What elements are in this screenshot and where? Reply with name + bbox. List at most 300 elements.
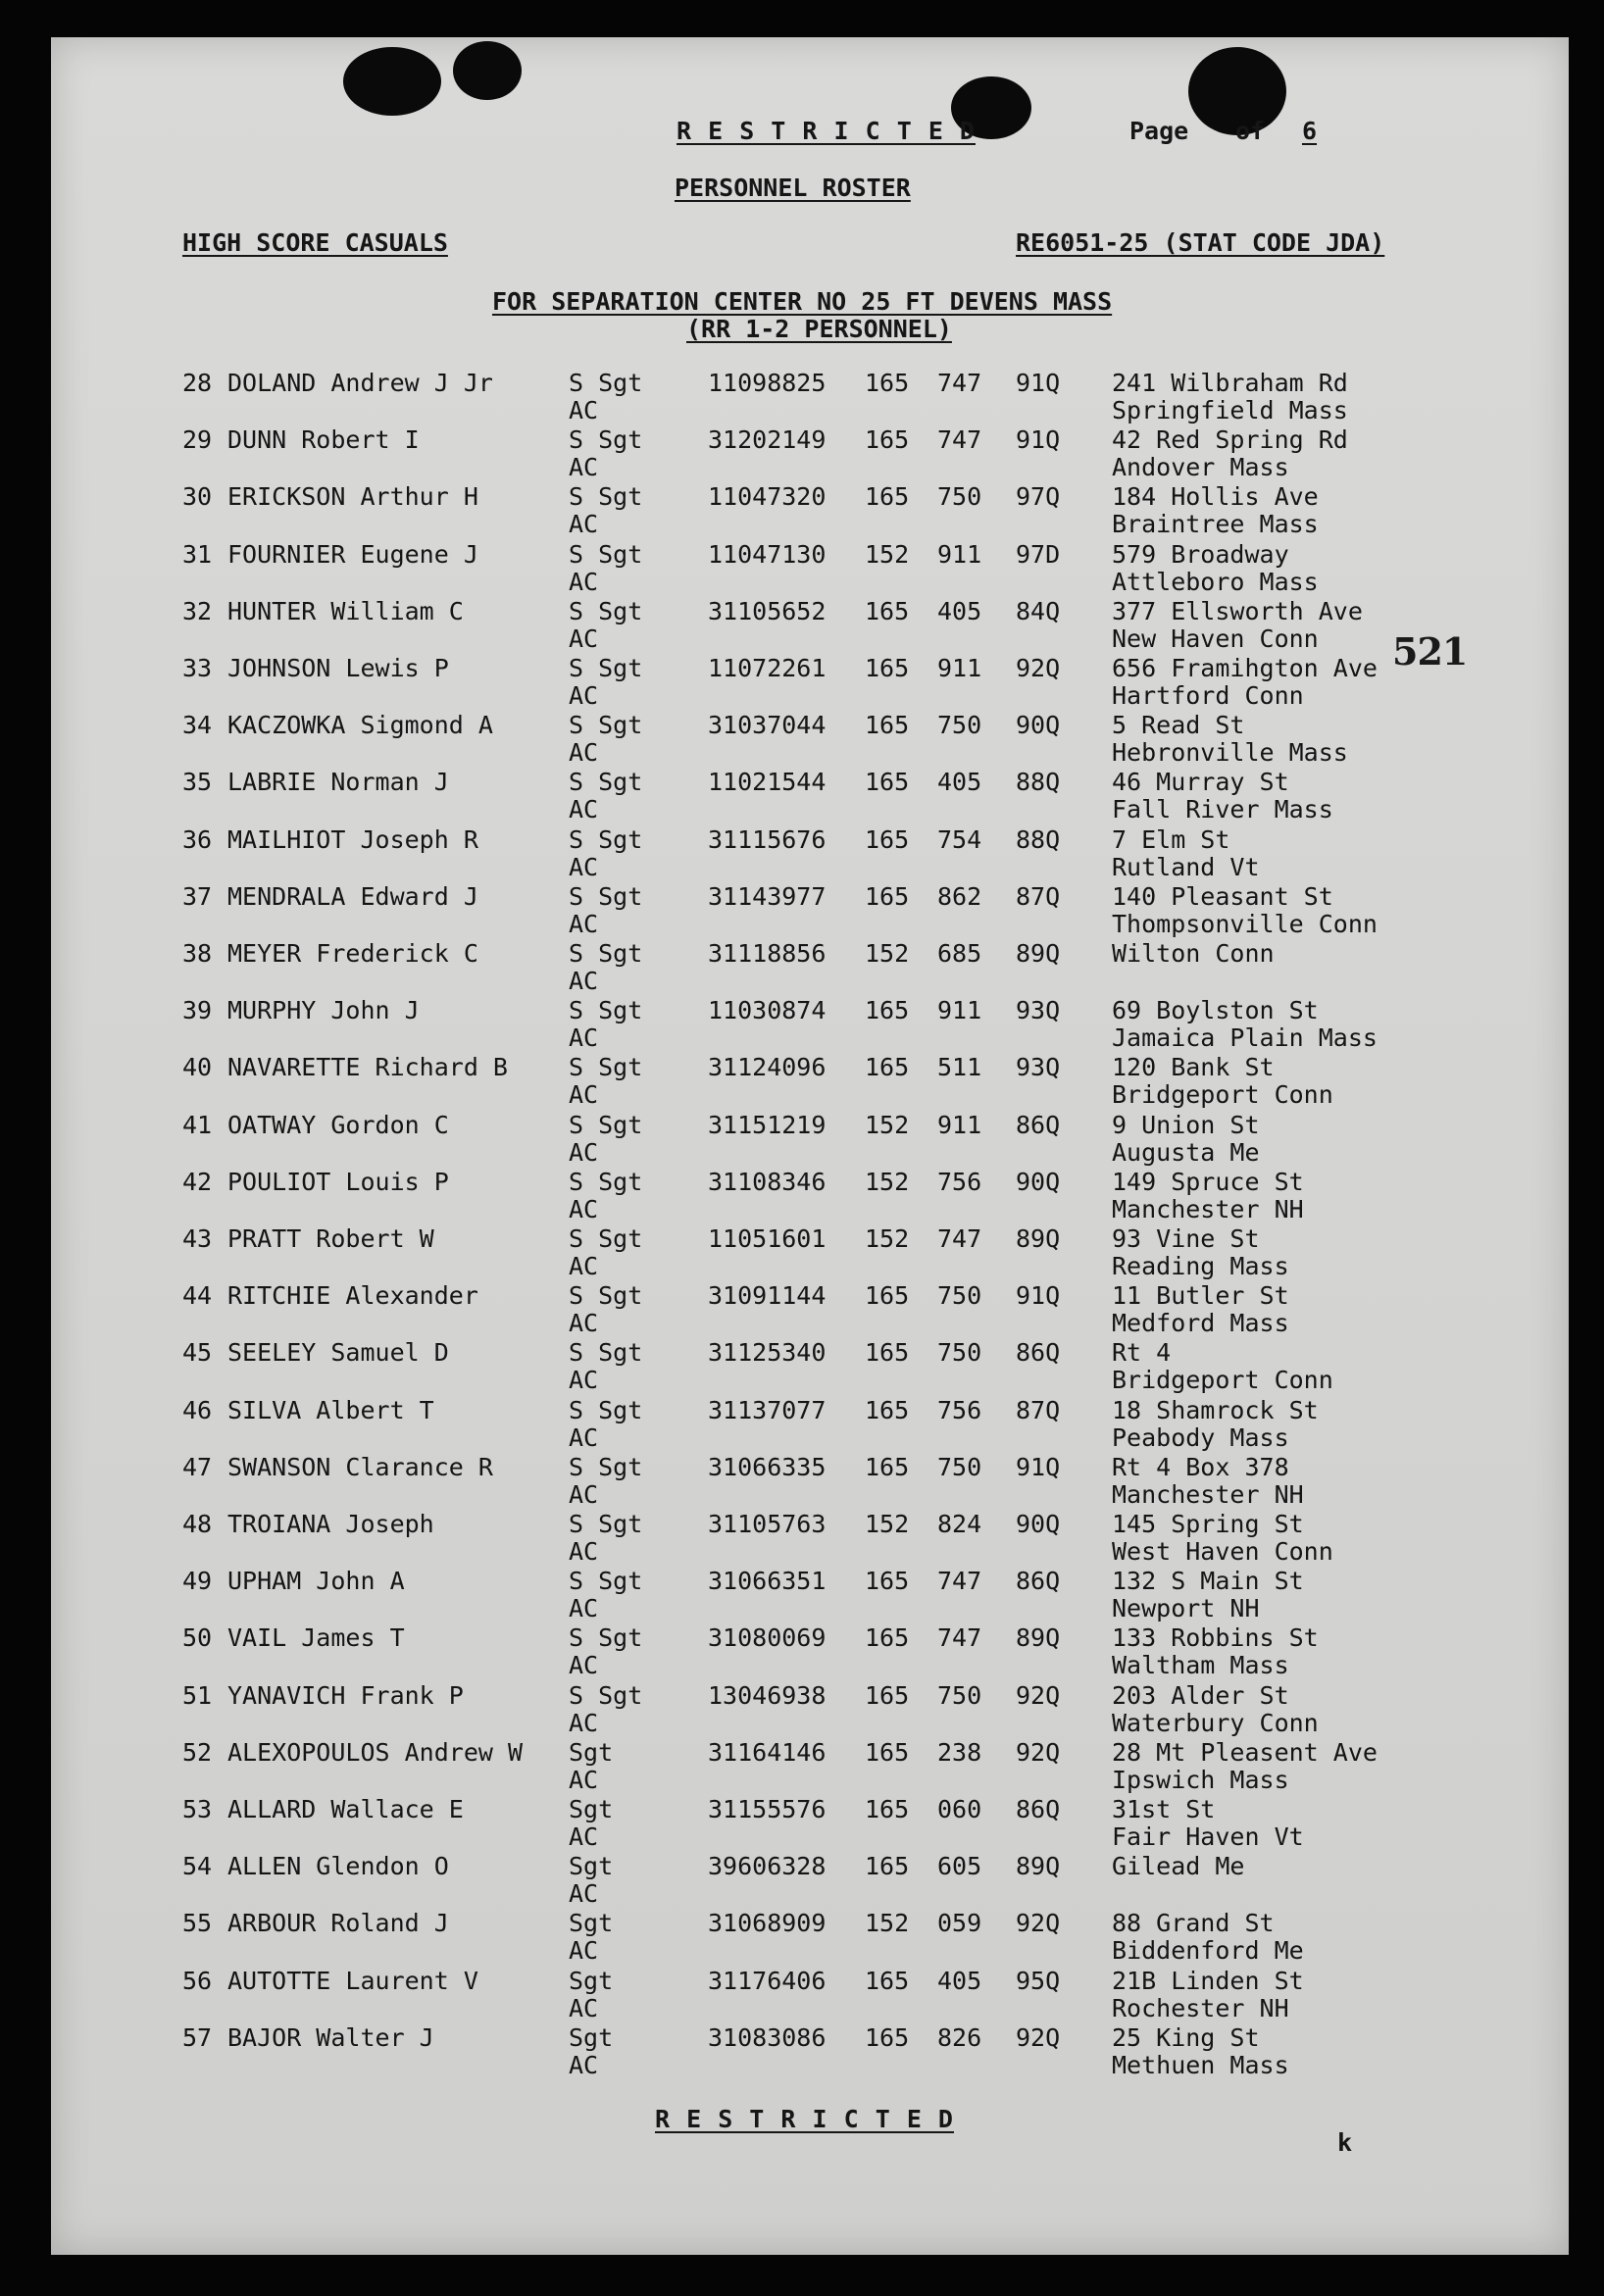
restricted-header: R E S T R I C T E D bbox=[677, 117, 976, 145]
table-row bbox=[51, 2023, 1569, 2080]
address-street: Gilead Me bbox=[1112, 1852, 1245, 1881]
right-heading: RE6051-25 (STAT CODE JDA) bbox=[1016, 228, 1385, 257]
code-b: 238 bbox=[937, 1737, 982, 1767]
code-b: 605 bbox=[937, 1852, 982, 1881]
row-number: 45 bbox=[182, 1338, 213, 1368]
branch: AC bbox=[569, 795, 599, 824]
serial-number: 31143977 bbox=[708, 881, 827, 911]
person-name: OATWAY Gordon C bbox=[227, 1110, 449, 1139]
person-name: ALLARD Wallace E bbox=[227, 1795, 464, 1823]
address-city: Attleboro Mass bbox=[1112, 567, 1319, 596]
code-a: 165 bbox=[865, 369, 910, 397]
serial-number: 31115676 bbox=[708, 824, 827, 854]
person-name: JOHNSON Lewis P bbox=[227, 654, 449, 682]
branch: AC bbox=[569, 1252, 599, 1280]
score-code: 89Q bbox=[1016, 1224, 1061, 1253]
branch: AC bbox=[569, 1023, 599, 1053]
rank: S Sgt bbox=[569, 1510, 643, 1538]
address-city: Waterbury Conn bbox=[1112, 1708, 1319, 1737]
score-code: 89Q bbox=[1016, 1623, 1061, 1653]
code-b: 747 bbox=[937, 1224, 982, 1253]
address-street: 42 Red Spring Rd bbox=[1112, 425, 1348, 455]
branch: AC bbox=[569, 738, 599, 768]
serial-number: 11047320 bbox=[708, 482, 827, 512]
branch: AC bbox=[569, 1765, 599, 1794]
branch: AC bbox=[569, 1137, 599, 1167]
rank: S Sgt bbox=[569, 1167, 643, 1196]
branch: AC bbox=[569, 396, 599, 424]
row-number: 30 bbox=[182, 482, 213, 512]
address-city: Manchester NH bbox=[1112, 1194, 1304, 1223]
person-name: ALLEN Glendon O bbox=[227, 1852, 449, 1881]
rank: S Sgt bbox=[569, 711, 643, 740]
code-b: 060 bbox=[937, 1795, 982, 1823]
code-b: 911 bbox=[937, 1110, 982, 1139]
row-number: 29 bbox=[182, 425, 213, 455]
score-code: 95Q bbox=[1016, 1966, 1061, 1995]
score-code: 87Q bbox=[1016, 1395, 1061, 1424]
score-code: 92Q bbox=[1016, 2022, 1061, 2052]
address-city: Hebronville Mass bbox=[1112, 738, 1348, 768]
table-row bbox=[51, 768, 1569, 824]
serial-number: 31118856 bbox=[708, 939, 827, 968]
table-row bbox=[51, 882, 1569, 939]
person-name: LABRIE Norman J bbox=[227, 768, 449, 797]
row-number: 44 bbox=[182, 1281, 213, 1311]
branch: AC bbox=[569, 852, 599, 881]
code-b: 911 bbox=[937, 654, 982, 682]
table-row bbox=[51, 1281, 1569, 1338]
score-code: 87Q bbox=[1016, 881, 1061, 911]
score-code: 91Q bbox=[1016, 1281, 1061, 1311]
code-a: 165 bbox=[865, 596, 910, 625]
table-row bbox=[51, 1053, 1569, 1110]
subtitle-line2: (RR 1-2 PERSONNEL) bbox=[686, 315, 952, 343]
serial-number: 31108346 bbox=[708, 1167, 827, 1196]
code-b: 911 bbox=[937, 996, 982, 1025]
address-city: Jamaica Plain Mass bbox=[1112, 1023, 1378, 1053]
branch: AC bbox=[569, 1594, 599, 1623]
table-row bbox=[51, 1795, 1569, 1852]
table-row bbox=[51, 1396, 1569, 1453]
rank: Sgt bbox=[569, 1852, 614, 1881]
score-code: 90Q bbox=[1016, 711, 1061, 740]
person-name: FOURNIER Eugene J bbox=[227, 539, 478, 569]
address-street: 133 Robbins St bbox=[1112, 1623, 1319, 1653]
table-row bbox=[51, 482, 1569, 539]
rank: Sgt bbox=[569, 1737, 614, 1767]
row-number: 41 bbox=[182, 1110, 213, 1139]
score-code: 93Q bbox=[1016, 996, 1061, 1025]
page-label: Page bbox=[1129, 117, 1189, 145]
person-name: SILVA Albert T bbox=[227, 1395, 434, 1424]
page-of-label: of bbox=[1235, 117, 1266, 145]
person-name: MURPHY John J bbox=[227, 996, 420, 1025]
code-a: 152 bbox=[865, 1909, 910, 1938]
branch: AC bbox=[569, 1479, 599, 1509]
code-b: 750 bbox=[937, 1281, 982, 1311]
table-row bbox=[51, 425, 1569, 482]
code-b: 747 bbox=[937, 1567, 982, 1596]
table-row bbox=[51, 597, 1569, 654]
code-a: 165 bbox=[865, 1452, 910, 1481]
address-street: 120 Bank St bbox=[1112, 1053, 1275, 1082]
address-city: Peabody Mass bbox=[1112, 1423, 1289, 1452]
serial-number: 31124096 bbox=[708, 1053, 827, 1082]
person-name: YANAVICH Frank P bbox=[227, 1680, 464, 1710]
code-a: 165 bbox=[865, 1966, 910, 1995]
branch: AC bbox=[569, 1366, 599, 1395]
punch-hole-blot bbox=[343, 47, 441, 116]
code-a: 165 bbox=[865, 1737, 910, 1767]
address-city: Reading Mass bbox=[1112, 1252, 1289, 1280]
score-code: 90Q bbox=[1016, 1167, 1061, 1196]
row-number: 36 bbox=[182, 824, 213, 854]
person-name: UPHAM John A bbox=[227, 1567, 405, 1596]
address-city: Rutland Vt bbox=[1112, 852, 1260, 881]
branch: AC bbox=[569, 453, 599, 482]
row-number: 37 bbox=[182, 881, 213, 911]
address-city: West Haven Conn bbox=[1112, 1537, 1333, 1566]
table-row bbox=[51, 1168, 1569, 1224]
code-a: 165 bbox=[865, 482, 910, 512]
row-number: 51 bbox=[182, 1680, 213, 1710]
code-a: 152 bbox=[865, 939, 910, 968]
address-city: Waltham Mass bbox=[1112, 1651, 1289, 1680]
address-street: 9 Union St bbox=[1112, 1110, 1260, 1139]
rank: Sgt bbox=[569, 1795, 614, 1823]
score-code: 93Q bbox=[1016, 1053, 1061, 1082]
code-b: 824 bbox=[937, 1510, 982, 1538]
table-row bbox=[51, 1909, 1569, 1966]
branch: AC bbox=[569, 1651, 599, 1680]
serial-number: 31137077 bbox=[708, 1395, 827, 1424]
rank: S Sgt bbox=[569, 939, 643, 968]
code-b: 405 bbox=[937, 768, 982, 797]
branch: AC bbox=[569, 1822, 599, 1851]
address-street: 18 Shamrock St bbox=[1112, 1395, 1319, 1424]
code-a: 152 bbox=[865, 1224, 910, 1253]
address-street: Wilton Conn bbox=[1112, 939, 1275, 968]
left-heading: HIGH SCORE CASUALS bbox=[182, 228, 448, 257]
code-b: 826 bbox=[937, 2022, 982, 2052]
row-number: 42 bbox=[182, 1167, 213, 1196]
address-city: Fall River Mass bbox=[1112, 795, 1333, 824]
address-city: Medford Mass bbox=[1112, 1309, 1289, 1338]
address-city: Biddenford Me bbox=[1112, 1936, 1304, 1966]
branch: AC bbox=[569, 909, 599, 938]
code-b: 911 bbox=[937, 539, 982, 569]
code-a: 165 bbox=[865, 1281, 910, 1311]
address-city: Methuen Mass bbox=[1112, 2050, 1289, 2079]
address-street: 7 Elm St bbox=[1112, 824, 1230, 854]
score-code: 86Q bbox=[1016, 1795, 1061, 1823]
address-city: Andover Mass bbox=[1112, 453, 1289, 482]
score-code: 91Q bbox=[1016, 425, 1061, 455]
table-row bbox=[51, 1510, 1569, 1567]
code-a: 165 bbox=[865, 824, 910, 854]
table-row bbox=[51, 1453, 1569, 1510]
table-row bbox=[51, 369, 1569, 425]
code-b: 750 bbox=[937, 1452, 982, 1481]
code-a: 165 bbox=[865, 1053, 910, 1082]
address-street: 88 Grand St bbox=[1112, 1909, 1275, 1938]
branch: AC bbox=[569, 2050, 599, 2079]
rank: S Sgt bbox=[569, 1452, 643, 1481]
row-number: 56 bbox=[182, 1966, 213, 1995]
score-code: 84Q bbox=[1016, 596, 1061, 625]
code-b: 059 bbox=[937, 1909, 982, 1938]
serial-number: 31176406 bbox=[708, 1966, 827, 1995]
code-a: 165 bbox=[865, 2022, 910, 2052]
address-street: 5 Read St bbox=[1112, 711, 1245, 740]
address-city: Fair Haven Vt bbox=[1112, 1822, 1304, 1851]
address-city: Rochester NH bbox=[1112, 1993, 1289, 2022]
rank: S Sgt bbox=[569, 425, 643, 455]
serial-number: 31068909 bbox=[708, 1909, 827, 1938]
code-b: 747 bbox=[937, 1623, 982, 1653]
rank: S Sgt bbox=[569, 1680, 643, 1710]
serial-number: 11047130 bbox=[708, 539, 827, 569]
table-row bbox=[51, 1567, 1569, 1623]
rank: S Sgt bbox=[569, 482, 643, 512]
address-street: 69 Boylston St bbox=[1112, 996, 1319, 1025]
serial-number: 31066351 bbox=[708, 1567, 827, 1596]
code-a: 165 bbox=[865, 1567, 910, 1596]
row-number: 47 bbox=[182, 1452, 213, 1481]
serial-number: 31080069 bbox=[708, 1623, 827, 1653]
row-number: 40 bbox=[182, 1053, 213, 1082]
branch: AC bbox=[569, 1080, 599, 1110]
person-name: BAJOR Walter J bbox=[227, 2022, 434, 2052]
person-name: MENDRALA Edward J bbox=[227, 881, 478, 911]
serial-number: 31164146 bbox=[708, 1737, 827, 1767]
rank: S Sgt bbox=[569, 654, 643, 682]
row-number: 57 bbox=[182, 2022, 213, 2052]
code-a: 152 bbox=[865, 539, 910, 569]
code-b: 750 bbox=[937, 711, 982, 740]
code-b: 756 bbox=[937, 1395, 982, 1424]
address-street: 28 Mt Pleasent Ave bbox=[1112, 1737, 1378, 1767]
rank: S Sgt bbox=[569, 1567, 643, 1596]
row-number: 38 bbox=[182, 939, 213, 968]
person-name: PRATT Robert W bbox=[227, 1224, 434, 1253]
address-street: 203 Alder St bbox=[1112, 1680, 1289, 1710]
code-b: 750 bbox=[937, 482, 982, 512]
address-city: Thompsonville Conn bbox=[1112, 909, 1378, 938]
table-row bbox=[51, 996, 1569, 1053]
address-street: Rt 4 Box 378 bbox=[1112, 1452, 1289, 1481]
address-street: 25 King St bbox=[1112, 2022, 1260, 2052]
score-code: 89Q bbox=[1016, 1852, 1061, 1881]
address-city: Braintree Mass bbox=[1112, 510, 1319, 539]
address-city: Bridgeport Conn bbox=[1112, 1080, 1333, 1110]
score-code: 89Q bbox=[1016, 939, 1061, 968]
branch: AC bbox=[569, 624, 599, 653]
serial-number: 31151219 bbox=[708, 1110, 827, 1139]
table-row bbox=[51, 939, 1569, 996]
row-number: 43 bbox=[182, 1224, 213, 1253]
address-city: Bridgeport Conn bbox=[1112, 1366, 1333, 1395]
score-code: 88Q bbox=[1016, 824, 1061, 854]
serial-number: 11098825 bbox=[708, 369, 827, 397]
rank: S Sgt bbox=[569, 1395, 643, 1424]
code-a: 152 bbox=[865, 1510, 910, 1538]
serial-number: 11051601 bbox=[708, 1224, 827, 1253]
score-code: 97D bbox=[1016, 539, 1061, 569]
table-row bbox=[51, 1623, 1569, 1680]
serial-number: 31202149 bbox=[708, 425, 827, 455]
rank: S Sgt bbox=[569, 596, 643, 625]
serial-number: 31037044 bbox=[708, 711, 827, 740]
score-code: 92Q bbox=[1016, 654, 1061, 682]
page-total: 6 bbox=[1302, 117, 1318, 145]
table-row bbox=[51, 1338, 1569, 1395]
score-code: 92Q bbox=[1016, 1680, 1061, 1710]
rank: S Sgt bbox=[569, 824, 643, 854]
serial-number: 31091144 bbox=[708, 1281, 827, 1311]
table-row bbox=[51, 1224, 1569, 1281]
code-a: 165 bbox=[865, 1795, 910, 1823]
rank: S Sgt bbox=[569, 996, 643, 1025]
person-name: SEELEY Samuel D bbox=[227, 1338, 449, 1368]
row-number: 31 bbox=[182, 539, 213, 569]
branch: AC bbox=[569, 1423, 599, 1452]
address-city: Hartford Conn bbox=[1112, 681, 1304, 710]
person-name: SWANSON Clarance R bbox=[227, 1452, 493, 1481]
code-a: 165 bbox=[865, 1852, 910, 1881]
code-a: 165 bbox=[865, 654, 910, 682]
address-street: 46 Murray St bbox=[1112, 768, 1289, 797]
punch-hole-blot bbox=[453, 41, 522, 100]
row-number: 50 bbox=[182, 1623, 213, 1653]
code-b: 754 bbox=[937, 824, 982, 854]
table-row bbox=[51, 540, 1569, 597]
person-name: MEYER Frederick C bbox=[227, 939, 478, 968]
address-city: Augusta Me bbox=[1112, 1137, 1260, 1167]
score-code: 86Q bbox=[1016, 1567, 1061, 1596]
rank: S Sgt bbox=[569, 1281, 643, 1311]
score-code: 86Q bbox=[1016, 1110, 1061, 1139]
table-row bbox=[51, 1852, 1569, 1909]
footer-initial: k bbox=[1337, 2128, 1353, 2157]
code-b: 756 bbox=[937, 1167, 982, 1196]
branch: AC bbox=[569, 1537, 599, 1566]
row-number: 53 bbox=[182, 1795, 213, 1823]
address-city: Springfield Mass bbox=[1112, 396, 1348, 424]
address-street: 377 Ellsworth Ave bbox=[1112, 596, 1363, 625]
address-street: 656 Framihgton Ave bbox=[1112, 654, 1378, 682]
code-b: 750 bbox=[937, 1338, 982, 1368]
row-number: 33 bbox=[182, 654, 213, 682]
code-a: 165 bbox=[865, 768, 910, 797]
score-code: 97Q bbox=[1016, 482, 1061, 512]
branch: AC bbox=[569, 967, 599, 995]
rank: S Sgt bbox=[569, 1053, 643, 1082]
code-b: 747 bbox=[937, 425, 982, 455]
rank: Sgt bbox=[569, 2022, 614, 2052]
branch: AC bbox=[569, 1993, 599, 2022]
score-code: 88Q bbox=[1016, 768, 1061, 797]
score-code: 91Q bbox=[1016, 369, 1061, 397]
row-number: 55 bbox=[182, 1909, 213, 1938]
branch: AC bbox=[569, 1708, 599, 1737]
row-number: 48 bbox=[182, 1510, 213, 1538]
person-name: ERICKSON Arthur H bbox=[227, 482, 478, 512]
branch: AC bbox=[569, 681, 599, 710]
address-street: 241 Wilbraham Rd bbox=[1112, 369, 1348, 397]
address-city: New Haven Conn bbox=[1112, 624, 1319, 653]
address-city: Manchester NH bbox=[1112, 1479, 1304, 1509]
score-code: 91Q bbox=[1016, 1452, 1061, 1481]
table-row bbox=[51, 825, 1569, 882]
code-a: 165 bbox=[865, 711, 910, 740]
code-b: 405 bbox=[937, 1966, 982, 1995]
score-code: 92Q bbox=[1016, 1909, 1061, 1938]
table-row bbox=[51, 1681, 1569, 1738]
score-code: 92Q bbox=[1016, 1737, 1061, 1767]
code-b: 750 bbox=[937, 1680, 982, 1710]
code-a: 165 bbox=[865, 881, 910, 911]
serial-number: 31155576 bbox=[708, 1795, 827, 1823]
serial-number: 31105763 bbox=[708, 1510, 827, 1538]
code-a: 165 bbox=[865, 996, 910, 1025]
table-row bbox=[51, 654, 1569, 711]
address-street: 579 Broadway bbox=[1112, 539, 1289, 569]
person-name: DUNN Robert I bbox=[227, 425, 420, 455]
code-a: 152 bbox=[865, 1167, 910, 1196]
code-b: 862 bbox=[937, 881, 982, 911]
branch: AC bbox=[569, 1936, 599, 1966]
branch: AC bbox=[569, 1194, 599, 1223]
address-city: Ipswich Mass bbox=[1112, 1765, 1289, 1794]
row-number: 35 bbox=[182, 768, 213, 797]
code-b: 405 bbox=[937, 596, 982, 625]
row-number: 54 bbox=[182, 1852, 213, 1881]
address-street: 184 Hollis Ave bbox=[1112, 482, 1319, 512]
rank: S Sgt bbox=[569, 539, 643, 569]
row-number: 52 bbox=[182, 1737, 213, 1767]
roster-title: PERSONNEL ROSTER bbox=[675, 174, 911, 202]
code-a: 152 bbox=[865, 1110, 910, 1139]
code-b: 747 bbox=[937, 369, 982, 397]
serial-number: 11021544 bbox=[708, 768, 827, 797]
person-name: HUNTER William C bbox=[227, 596, 464, 625]
address-street: 93 Vine St bbox=[1112, 1224, 1260, 1253]
serial-number: 11072261 bbox=[708, 654, 827, 682]
rank: S Sgt bbox=[569, 1623, 643, 1653]
person-name: ARBOUR Roland J bbox=[227, 1909, 449, 1938]
serial-number: 11030874 bbox=[708, 996, 827, 1025]
row-number: 34 bbox=[182, 711, 213, 740]
serial-number: 31083086 bbox=[708, 2022, 827, 2052]
code-a: 165 bbox=[865, 425, 910, 455]
address-street: 140 Pleasant St bbox=[1112, 881, 1333, 911]
rank: Sgt bbox=[569, 1966, 614, 1995]
row-number: 28 bbox=[182, 369, 213, 397]
address-city: Newport NH bbox=[1112, 1594, 1260, 1623]
person-name: ALEXOPOULOS Andrew W bbox=[227, 1737, 524, 1767]
person-name: POULIOT Louis P bbox=[227, 1167, 449, 1196]
rank: S Sgt bbox=[569, 1338, 643, 1368]
person-name: RITCHIE Alexander bbox=[227, 1281, 478, 1311]
code-b: 511 bbox=[937, 1053, 982, 1082]
branch: AC bbox=[569, 567, 599, 596]
rank: S Sgt bbox=[569, 881, 643, 911]
person-name: MAILHIOT Joseph R bbox=[227, 824, 478, 854]
serial-number: 31125340 bbox=[708, 1338, 827, 1368]
branch: AC bbox=[569, 1309, 599, 1338]
